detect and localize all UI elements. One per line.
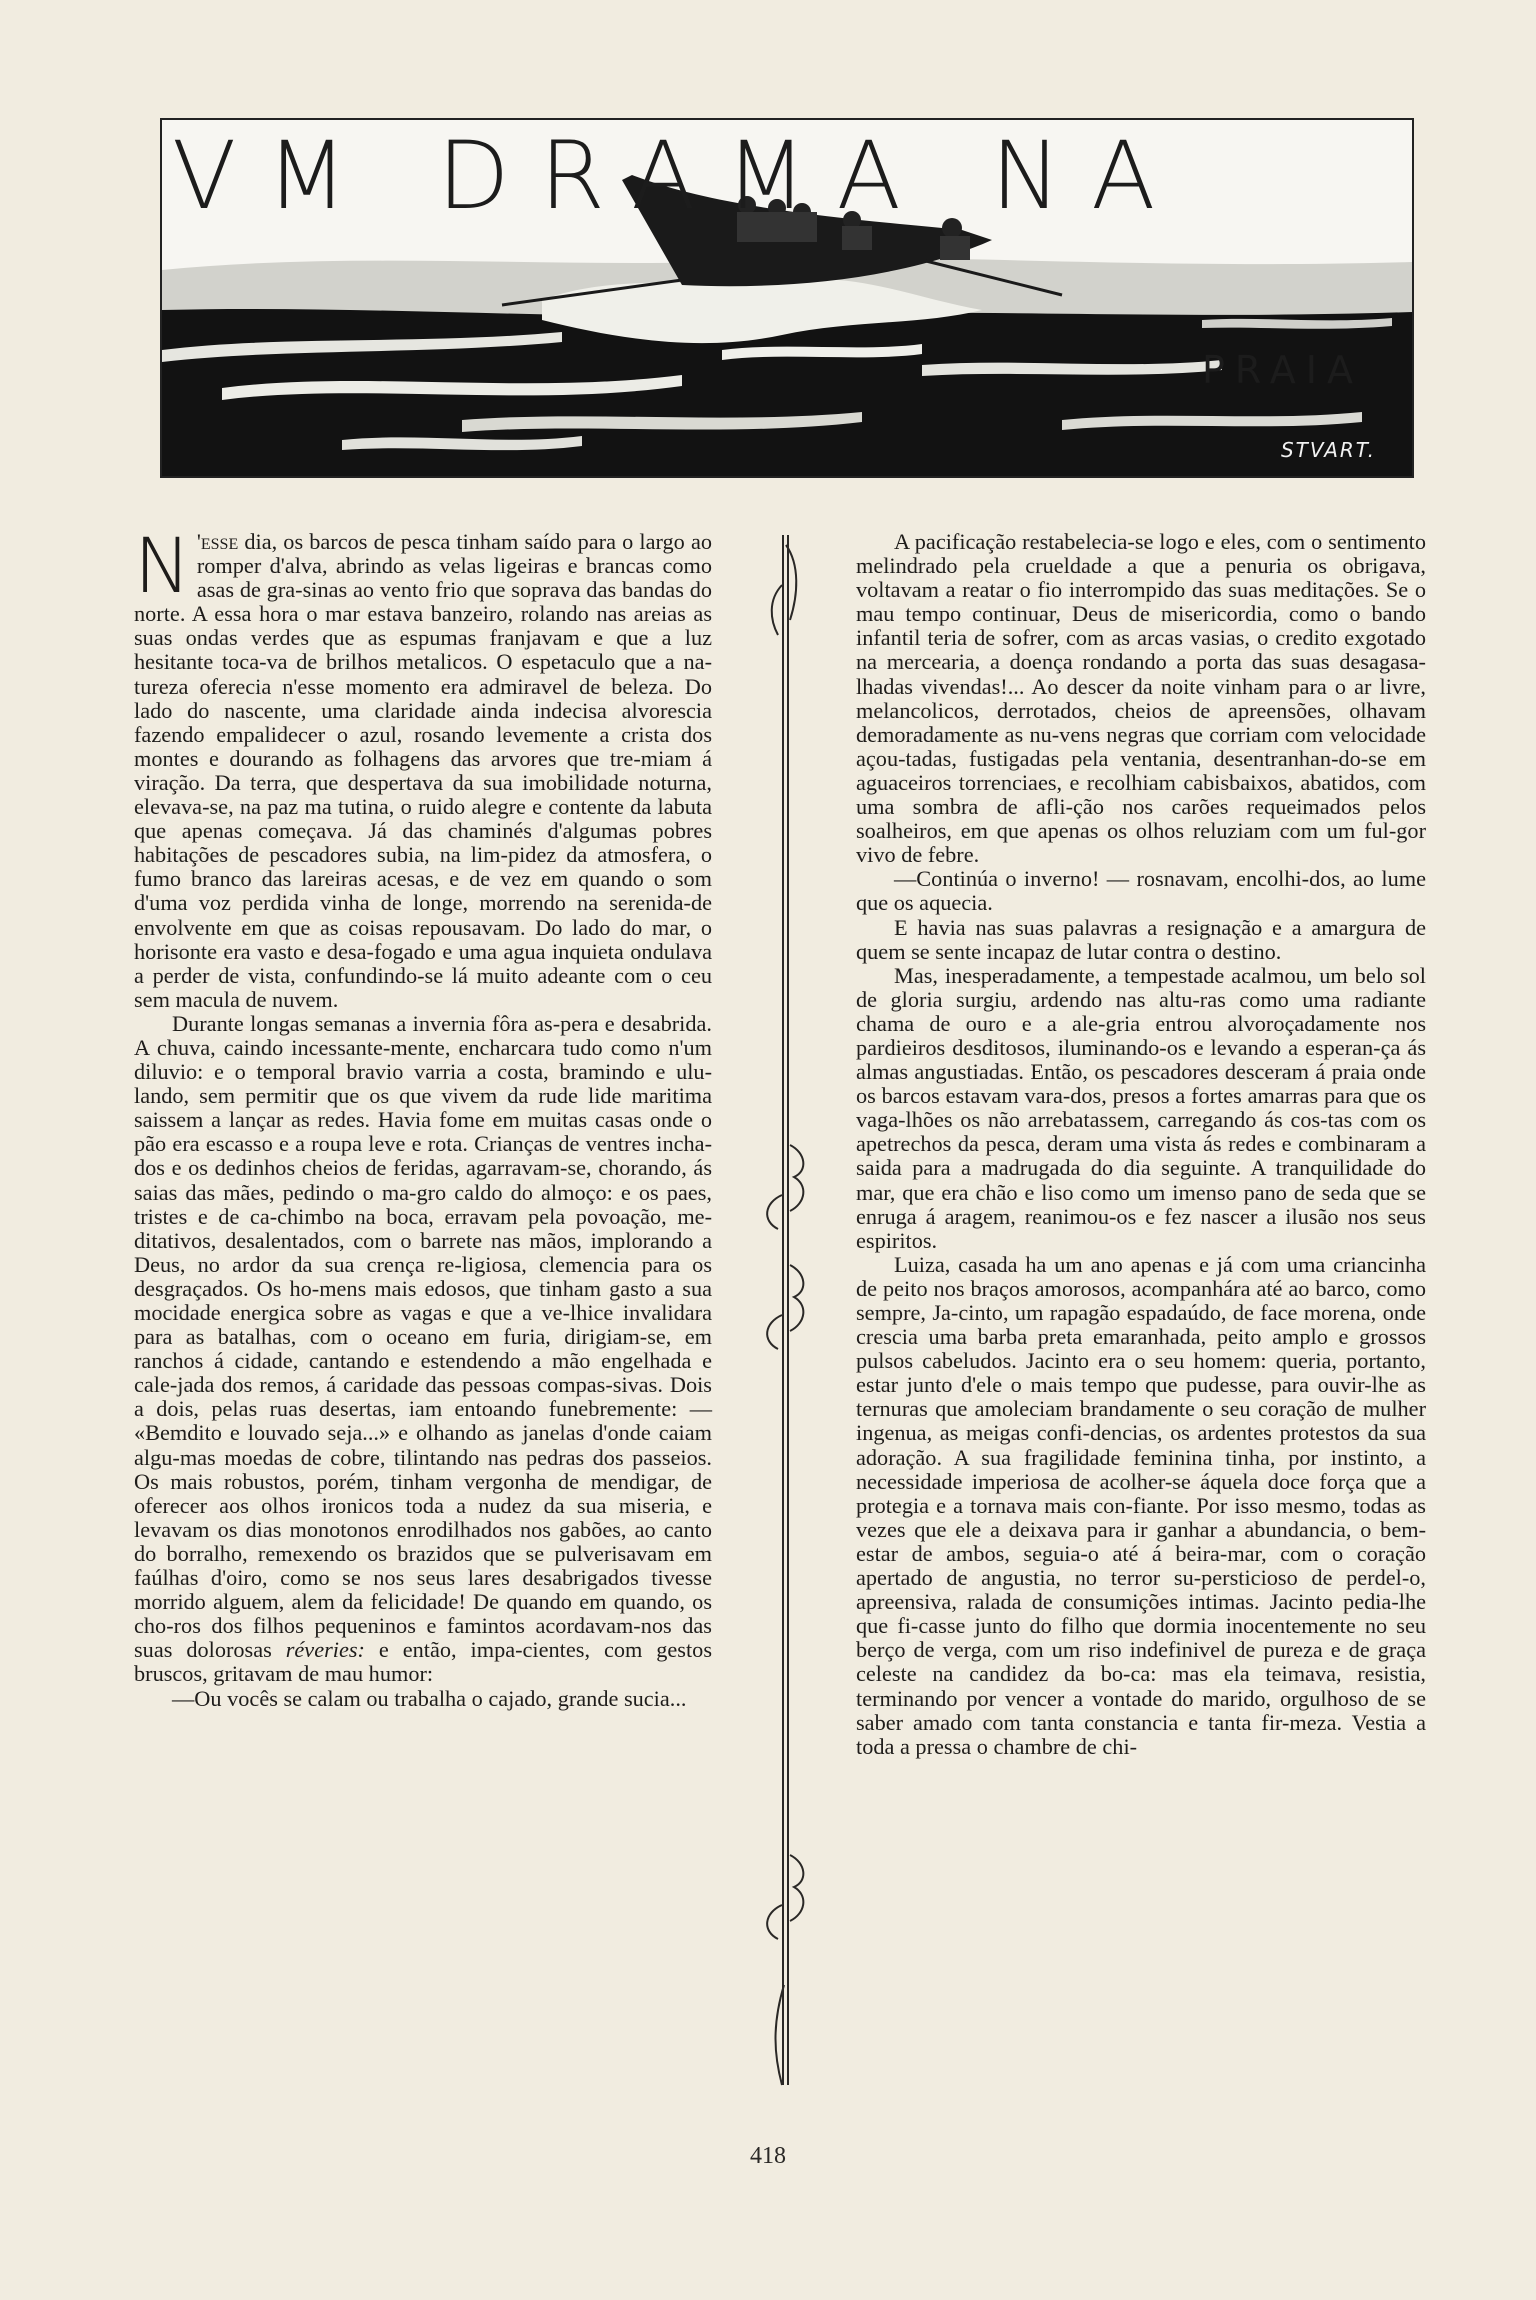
paragraph: A pacificação restabelecia-se logo e eles, com o sentimento melindrado pela crueldade a que a penuria os obrigava, voltavam a reatar o fio interrompido das suas meditações. Se o mau tempo continuar, Deus de misericordia, como o bando infantil teria de sofrer, com as arcas vasias, o credito exgotado na mercearia, a doença rondando a porta das suas desagasa-lhadas vivendas!... Ao descer da noite vinham para o ar livre, melancolicos, derrotados, cheios de apreensões, olhavam demoradamente as nu-vens negras que corriam com velocidade açou-tadas, fustigadas pela ventania, desentranhan-do-se em aguaceiros torrenciaes, e recolhiam cabisbaixos, abatidos, com uma sombra de afli-ção nos carões requeimados pelos soalheiros, em que apenas os olhos reluziam com um ful-gor vivo de febre. <box>856 529 1426 868</box>
article-title: VM DRAMA NA <box>172 122 1186 231</box>
paragraph: —Ou vocês se calam ou trabalha o cajado, grande sucia... <box>172 1685 687 1711</box>
paragraph: —Continúa o inverno! — rosnavam, encolhi-dos, ao lume que os aquecia. <box>856 866 1426 916</box>
paragraph: Mas, inesperadamente, a tempestade acalmou, um belo sol de gloria surgiu, ardendo nas altu-ras como uma radiante chama de ouro e a ale-gria entrou alvoroçadamente nos pardieiros desditosos, iluminando-os e levando a esperan-ça ás almas angustiadas. Então, os pescadores desceram á praia onde os barcos estavam vara-dos, presos a fortes amarras para que os vaga-lhões os não arrebatassem, carregando ás cos-tas com os apetrechos da pesca, deram uma vista ás redes e combinaram a saida para a madrugada do dia seguinte. A tranquilidade do mar, que era chão e liso como um imenso pano de seda que se enruga á aragem, reanimou-os e fez nascer a ilusão nos seus espiritos. <box>856 962 1426 1253</box>
ornamental-divider <box>738 525 828 2095</box>
illustrator-signature: STVART. <box>1280 438 1376 462</box>
paragraph-text: Durante longas semanas a invernia fôra as-pera e desabrida. A chuva, caindo incessante-mente, encharcara tudo como n'um diluvio: e o temporal bravio varria a costa, bramindo e ulu-lando, sem permitir que os que vivem da rude lide maritima saissem a lançar as redes. Havia fome em muitas casas onde o pão era escasso e a roupa leve e rota. Crianças de ventres incha-dos e os dedinhos cheios de feridas, agarravam-se, chorando, ás saias das mães, pedindo o ma-gro caldo do almoço: e os paes, tristes e de ca-chimbo na boca, erravam pela povoação, me-ditativos, desalentados, com o barrete nas mãos, implorando a Deus, no ardor da sua crença re-ligiosa, clemencia para os desgraçados. Os ho-mens mais edosos, que tinham gasto a sua mocidade energica sobre as vagas e que a ve-lhice invalidara para as batalhas, com o oceano em furia, dirigiam-se, em ranchos á cidade, cantando e estendendo a mão engelhada e cale-jada dos remos, á caridade das pessoas compas-sivas. Dois a dois, pelas ruas desertas, iam entoando funebremente: — «Bemdito e louvado seja...» e olhando as janelas d'onde caiam algu-mas moedas de cobre, tilintando nas pedras dos passeios. Os mais robustos, porém, tinham vergonha de mendigar, de oferecer aos olhos ironicos toda a nudez da sua miseria, e levavam os dias monotonos enrodilhados nos gabões, ao canto do borralho, remexendo os brazidos que se pulverisavam em faúlhas d'oiro, como se nos seus lares desabrigados tivesse morrido alguem, alem da felicidade! De quando em quando, os cho-ros dos filhos pequeninos e famintos acordavam-nos das suas dolorosas <box>134 1010 712 1663</box>
paragraph: E havia nas suas palavras a resignação e a amargura de quem se sente incapaz de lutar contra o destino. <box>856 914 1426 964</box>
header-illustration <box>160 118 1414 478</box>
drop-cap: N <box>134 521 191 610</box>
paragraph: Luiza, casada ha um ano apenas e já com uma criancinha de peito nos braços amorosos, acompanhára até ao barco, como sempre, Ja-cinto, um rapagão espadaúdo, de face morena, onde crescia uma barba preta emaranhada, peito amplo e grossos pulsos cabeludos. Jacinto era o seu homem: queria, portanto, estar junto d'ele o mais tempo que pudesse, para ouvir-lhe as ternuras que amoleciam brandamente o seu coração de mulher ingenua, as meigas confi-dencias, os ardentes protestos da sua adoração. A sua fragilidade feminina tinha, por instinto, a necessidade imperiosa de acolher-se áquela doce força que a protegia e a tornava mais con-fiante. Por isso mesmo, todas as vezes que ele a deixava para ir ganhar a abundancia, o bem-estar de ambos, seguia-o até á beira-mar, com o coração apertado de angustia, no terror su-persticioso de perdel-o, apreensiva, ralada de consumições intimas. Jacinto pedia-lhe que fi-casse junto do filho que dormia inocentemente no seu berço de verga, com um riso indefinivel de pureza e de graça celeste na candidez da bo-ca: mas ela teimava, resistia, terminando por vencer a vontade do marido, orgulhoso de se saber amado com tanta constancia e tanta fir-meza. Vestia a toda a pressa o chambre de chi- <box>856 1251 1426 1759</box>
paragraph-text: e então, impa-cientes, com gestos bruscos, gritavam de mau humor: <box>134 1637 713 1687</box>
paragraph <box>134 1012 712 1687</box>
paragraph-text: dia, os barcos de pesca tinham saído para o largo ao romper d'alva, abrindo as velas ligeiras e brancas como asas de gra-sinas ao vento frio que soprava das bandas do norte. A essa hora o mar estava banzeiro, rolando nas areias as suas ondas verdes que as espumas franjavam e que a luz hesitante toca-va de brilhos metalicos. O espetaculo que a na-tureza oferecia n'esse momento era admiravel de beleza. Do lado do nascente, uma claridade ainda indecisa alvorescia fazendo empalidecer o azul, rosando levemente a crista dos montes e dourando as folhagens das arvores que tre-miam á viração. Da terra, que despertava da sua imobilidade noturna, elevava-se, na paz ma tutina, o ruido alegre e contente da labuta que apenas começava. Já das chaminés d'algumas pobres habitações de pescadores subia, na lim-pidez da atmosfera, o fumo branco das lareiras acesas, e de vez em quando o som d'uma voz perdida vinha de longe, morrendo na serenida-de envolvente em que as coisas repousavam. Do lado do mar, o horisonte era vasto e desa-fogado e uma agua inquieta ondulava a perder de vista, confundindo-se lá muito adeante com o ceu sem macula de nuvem. <box>134 529 712 1012</box>
right-column <box>856 530 1426 1759</box>
article-subtitle: PRAIA <box>1202 348 1363 392</box>
paragraph <box>134 521 712 1012</box>
italic-word: réveries: <box>285 1637 365 1663</box>
left-column <box>134 521 713 1711</box>
page-number: 418 <box>750 2143 786 2169</box>
lead-smallcaps: 'esse <box>196 529 239 554</box>
